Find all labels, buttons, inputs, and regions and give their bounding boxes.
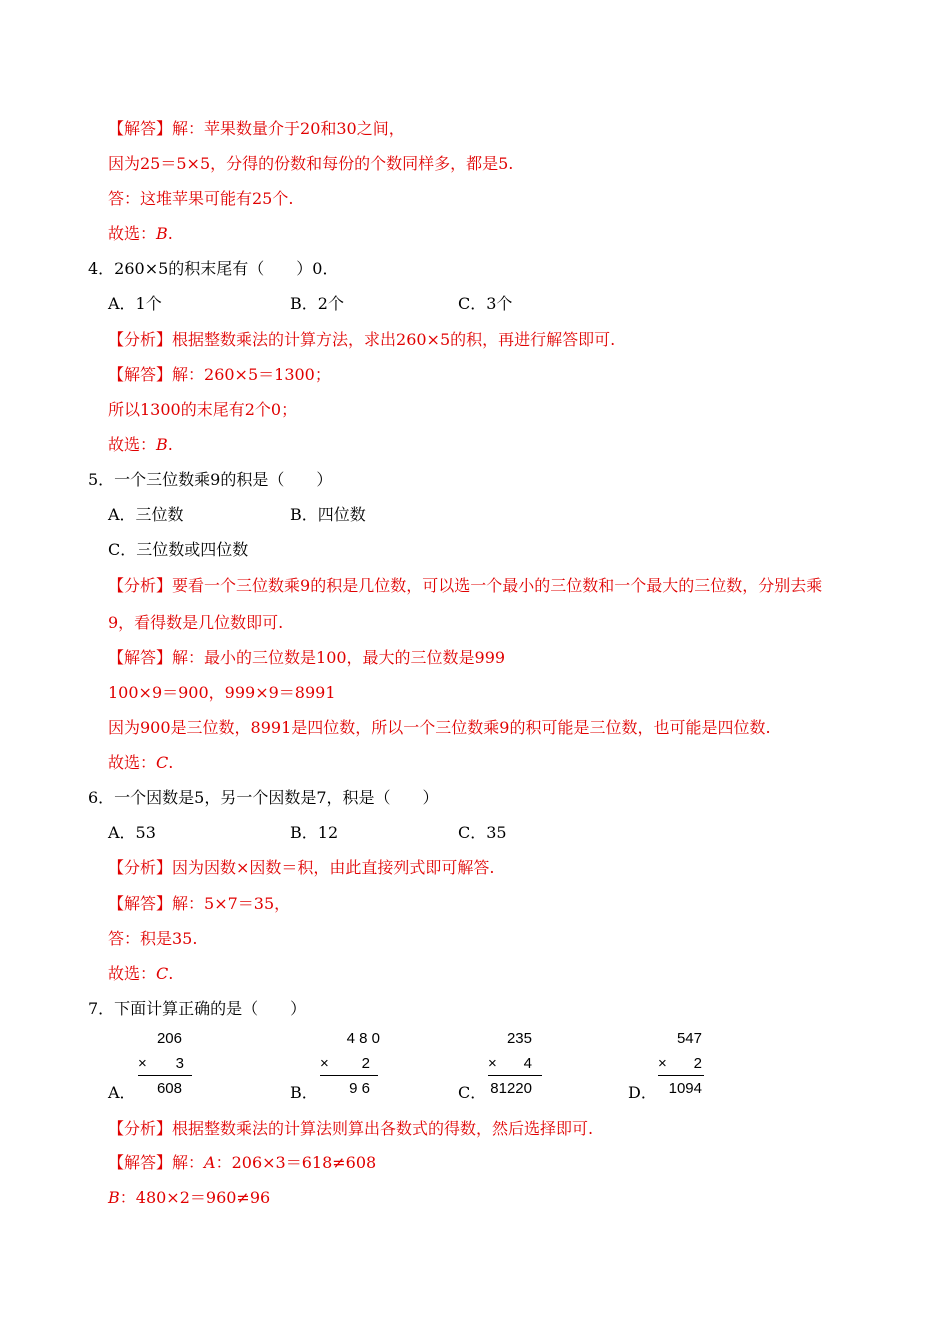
vertical-calc-a: [108, 1030, 190, 1102]
calc-result: 608: [156, 1080, 182, 1097]
q5-option-c: C．三位数或四位数: [108, 540, 249, 559]
answer-option-label: B: [108, 1188, 120, 1207]
q6-option-a: A．53: [108, 823, 156, 842]
answer-text: 解：5×7＝35，: [172, 894, 291, 913]
vertical-calc-c: [458, 1030, 542, 1102]
multiply-sign: ×: [320, 1055, 329, 1072]
calc-label: D．: [628, 1083, 657, 1102]
choose-prefix: 故选：: [108, 964, 157, 983]
answer-bracket: 【解答】: [108, 648, 173, 667]
calc-multiplier: 2: [693, 1055, 702, 1072]
calc-label: B．: [290, 1083, 318, 1102]
q5-choose: [108, 753, 173, 773]
multiply-sign: ×: [488, 1055, 497, 1072]
choose-value: C: [156, 753, 169, 772]
vertical-calc-d: [628, 1030, 704, 1102]
calc-result: 81220: [490, 1080, 532, 1097]
analysis-bracket: 【分析】: [108, 858, 173, 877]
choose-value: B: [156, 224, 168, 243]
choose-value: C: [156, 964, 169, 983]
q6-option-b: B．12: [290, 823, 339, 842]
choose-value: B: [156, 435, 168, 454]
answer-option-label: A: [204, 1153, 216, 1172]
analysis-text: 根据整数乘法的计算方法，求出260×5的积，再进行解答即可.: [172, 330, 616, 349]
choose-suffix: .: [168, 964, 174, 983]
calc-result: 1094: [668, 1080, 702, 1097]
q3-answer-line1: [108, 119, 405, 139]
calc-result: 9 6: [349, 1080, 370, 1097]
q4-option-a: A．1个: [108, 294, 162, 313]
q3-answer-line3: 答：这堆苹果可能有25个.: [108, 189, 294, 208]
analysis-bracket: 【分析】: [108, 330, 173, 349]
calc-top-number: 206: [156, 1030, 182, 1047]
q5-answer-line3: 因为900是三位数，8991是四位数，所以一个三位数乘9的积可能是三位数，也可能是四位数.: [108, 718, 771, 737]
answer-prefix: 解：: [172, 1153, 205, 1172]
calc-label: A．: [108, 1083, 136, 1102]
vertical-calc-b: [290, 1030, 380, 1102]
q7-analysis: [108, 1119, 593, 1139]
analysis-text: 因为因数×因数＝积，由此直接列式即可解答.: [172, 858, 495, 877]
answer-bracket: 【解答】: [108, 365, 173, 384]
q6-analysis: [108, 858, 495, 878]
answer-text: 解：最小的三位数是100，最大的三位数是999: [172, 648, 506, 667]
q6-answer-line2: 答：积是35.: [108, 929, 198, 948]
calc-top-number: 547: [676, 1030, 702, 1047]
q5-stem: 5．一个三位数乘9的积是（ ）: [88, 470, 333, 489]
calc-multiplier-row: [658, 1055, 704, 1076]
q6-option-c: C．35: [458, 823, 507, 842]
answer-bracket: 【解答】: [108, 119, 173, 138]
q7-stem: 7．下面计算正确的是（ ）: [88, 999, 307, 1018]
choose-suffix: .: [168, 753, 174, 772]
calc-multiplier: 2: [361, 1055, 370, 1072]
q3-choose: [108, 224, 173, 244]
q4-analysis: [108, 330, 615, 350]
q4-stem: 4．260×5的积末尾有（ ）0．: [88, 259, 339, 278]
answer-bracket: 【解答】: [108, 894, 173, 913]
calc-multiplier-row: [488, 1055, 542, 1076]
q3-answer-line2: 因为25＝5×5，分得的份数和每份的个数同样多，都是5.: [108, 154, 514, 173]
calc-top-number: 4 8 0: [346, 1030, 380, 1047]
q4-option-b: B．2个: [290, 294, 344, 313]
q5-answer-line1: [108, 648, 505, 668]
q6-answer-line1: [108, 894, 290, 914]
multiply-sign: ×: [138, 1055, 147, 1072]
q4-choose: [108, 435, 173, 455]
q5-analysis-line2: 9，看得数是几位数即可.: [108, 613, 284, 632]
calc-multiplier: 4: [523, 1055, 532, 1072]
multiply-sign: ×: [658, 1055, 667, 1072]
analysis-bracket: 【分析】: [108, 1119, 173, 1138]
answer-text: 解：苹果数量介于20和30之间，: [172, 119, 405, 138]
choose-prefix: 故选：: [108, 435, 157, 454]
answer-text: ：480×2＝960≠96: [119, 1188, 271, 1207]
q5-answer-line2: 100×9＝900，999×9＝8991: [108, 683, 336, 702]
choose-prefix: 故选：: [108, 753, 157, 772]
q7-answer-line1: [108, 1153, 376, 1173]
analysis-bracket: 【分析】: [108, 576, 173, 595]
analysis-text: 根据整数乘法的计算法则算出各数式的得数，然后选择即可.: [172, 1119, 594, 1138]
calc-multiplier-row: [138, 1055, 192, 1076]
calc-multiplier-row: [320, 1055, 378, 1076]
calc-multiplier: 3: [175, 1055, 184, 1072]
q4-option-c: C．3个: [458, 294, 513, 313]
answer-text: ：206×3＝618≠608: [215, 1153, 377, 1172]
answer-text: 解：260×5＝1300；: [172, 365, 331, 384]
q5-option-a: A．三位数: [108, 505, 184, 524]
calc-label: C．: [458, 1083, 487, 1102]
q4-answer-line1: [108, 365, 331, 385]
choose-suffix: .: [167, 435, 173, 454]
choose-prefix: 故选：: [108, 224, 157, 243]
q5-analysis-line1: [108, 576, 822, 596]
q6-choose: [108, 964, 173, 984]
q4-answer-line2: 所以1300的末尾有2个0；: [108, 400, 298, 419]
choose-suffix: .: [167, 224, 173, 243]
answer-bracket: 【解答】: [108, 1153, 173, 1172]
q6-stem: 6．一个因数是5，另一个因数是7，积是（ ）: [88, 788, 439, 807]
analysis-text: 要看一个三位数乘9的积是几位数，可以选一个最小的三位数和一个最大的三位数，分别去乘: [172, 576, 823, 595]
q7-answer-line2: [108, 1188, 270, 1208]
q5-option-b: B．四位数: [290, 505, 366, 524]
calc-top-number: 235: [506, 1030, 532, 1047]
